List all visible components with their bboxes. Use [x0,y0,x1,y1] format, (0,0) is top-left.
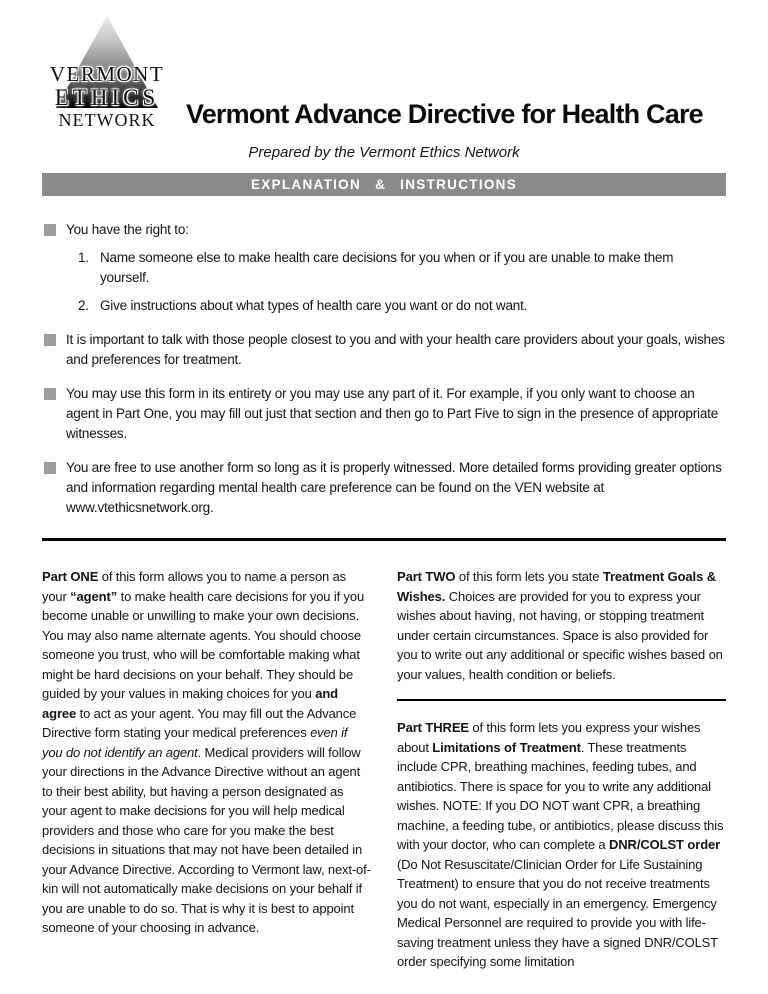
numbered-item-2 [78,296,726,316]
column-divider [397,699,726,701]
square-bullet-icon [44,462,56,474]
bullet-body [66,220,726,316]
logo-line-ethics: ETHICS [54,85,160,110]
numbered-list [78,248,726,316]
right-column [397,567,726,972]
bullet-item-other-form [42,458,726,518]
item-number: 2. [78,298,89,313]
subtitle: Prepared by the Vermont Ethics Network [248,144,520,161]
square-bullet-icon [44,334,56,346]
two-column-body [42,567,726,972]
item-number: 1. [78,250,89,265]
bullet-item-use-form [42,384,726,444]
logo-wordmark [42,64,172,129]
instructions-list [42,220,726,518]
item-text: Give instructions about what types of health care you want or do not want. [100,298,528,313]
bullet-item-talk [42,330,726,370]
bullet-text: You may use this form in its entirety or you may use any part of it. For example, if you only want to choose an agent in Part One, you may fill out just that section and then go to Part Five to sign in the presence of appropriate witnesses. [66,386,718,441]
vermont-ethics-network-logo [42,14,172,134]
square-bullet-icon [44,224,56,236]
logo-line-network: NETWORK [58,110,156,130]
item-text: Name someone else to make health care decisions for you when or if you are unable to make them yourself. [100,250,674,285]
bullet-text: You have the right to: [66,222,189,237]
horizontal-divider [42,538,726,541]
part-three-paragraph: Part THREE of this form lets you express your wishes about Limitations of Treatment. These treatments include CPR, breathing machines, feeding tubes, and antibiotics. There is space for you to write any additional wishes. NOTE: If you DO NOT want CPR, a breathing machine, a feeding tube, or antibiotics, please discuss this with your doctor, who can complete a DNR/COLST order (Do Not Resuscitate/Clinician Order for Life Sustaining Treatment) to ensure that you do not receive treatments you do not want, especially in an emergency. Emergency Medical Personnel are required to provide you with life-saving treatment unless they have a signed DNR/COLST order specifying some limitation [397,720,724,969]
part-two-paragraph: Part TWO of this form lets you state Treatment Goals & Wishes. Choices are provided for you to express your wishes about having, not having, or stopping treatment under certain circumstances. Space is also provided for you to write out any additional or specific wishes based on your values, health condition or beliefs. [397,569,723,682]
left-column [42,567,371,972]
square-bullet-icon [44,388,56,400]
part-one-paragraph: Part ONE of this form allows you to name a person as your “agent” to make health care decisions for you if you become unable or unwilling to make your own decisions. You may also name alternate agents. You should choose someone you trust, who will be comfortable making what might be hard decisions on your behalf. They should be guided by your values in making choices for you and agree to act as your agent. You may fill out the Advance Directive form stating your medical preferences even if you do not identify an agent. Medical providers will follow your directions in the Advance Directive without an agent to their best ability, but having a person designated as your agent to make decisions for you will help medical providers and those who care for you make the best decisions in situations that may not have been detailed in your Advance Directive. According to Vermont law, next-of-kin will not automatically make decisions on your behalf if you are unable to do so. That is why it is best to appoint someone of your choosing in advance. [42,569,371,935]
header [42,14,726,134]
page-title: Vermont Advance Directive for Health Care [186,99,703,129]
section-banner: EXPLANATION & INSTRUCTIONS [42,173,726,196]
bullet-text: It is important to talk with those people closest to you and with your health care providers about your goals, wishes and preferences for treatment. [66,332,725,367]
logo-line-vermont: VERMONT [49,62,165,86]
numbered-item-1 [78,248,726,288]
bullet-item-rights [42,220,726,316]
bullet-text: You are free to use another form so long as it is properly witnessed. More detailed forms providing greater options and information regarding mental health care preference can be found on the VEN website at www.vtethicsnetwork.org. [66,460,722,515]
